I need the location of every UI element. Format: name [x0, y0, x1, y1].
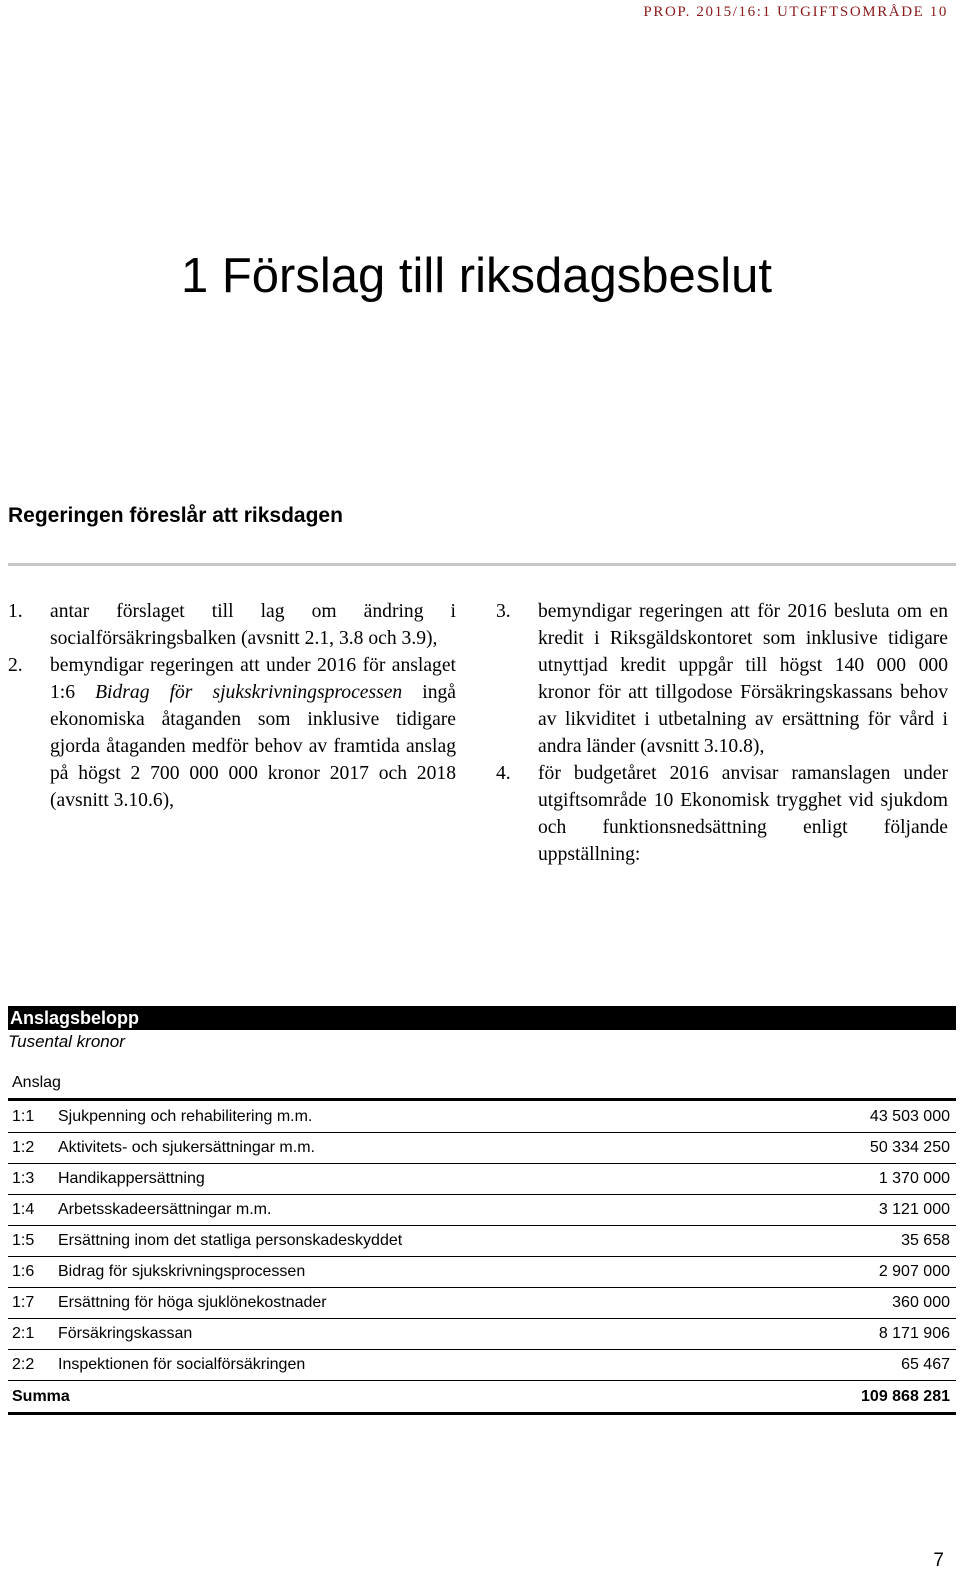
- chapter-title: 1 Förslag till riksdagsbeslut: [181, 249, 772, 303]
- row-name: Arbetsskadeersättningar m.m.: [58, 1201, 272, 1218]
- row-name: Ersättning inom det statliga personskadeskyddet: [58, 1232, 403, 1249]
- row-amount: 35 658: [901, 1232, 950, 1249]
- proposal-item-4: [496, 760, 948, 868]
- left-column: [8, 598, 456, 814]
- table-row: [8, 1288, 956, 1319]
- row-name: Inspektionen för socialförsäkringen: [58, 1356, 306, 1373]
- proposal-item-1: [8, 598, 456, 652]
- table-row: [8, 1257, 956, 1288]
- row-code: 1:4: [12, 1201, 35, 1218]
- row-name: Ersättning för höga sjuklönekostnader: [58, 1294, 327, 1311]
- proposal-item-3: [496, 598, 948, 760]
- total-label: Summa: [12, 1387, 70, 1405]
- row-amount: 50 334 250: [869, 1139, 950, 1156]
- appropriations-table: [8, 1102, 956, 1415]
- table-row: [8, 1226, 956, 1257]
- row-code: 2:1: [12, 1325, 35, 1342]
- table-top-rule: [8, 1098, 956, 1101]
- right-column: [496, 598, 948, 868]
- row-amount: 1 370 000: [878, 1170, 950, 1187]
- row-name: Bidrag för sjukskrivningsprocessen: [58, 1263, 306, 1280]
- row-amount: 2 907 000: [878, 1263, 950, 1280]
- row-amount: 3 121 000: [878, 1201, 950, 1218]
- item-text-part: ingå ekonomiska åtaganden som inklusive tidigare gjorda åtaganden medför behov av framtida anslag på högst 2 700 000 000 kronor 2017 och 2018 (avsnitt 3.10.6),: [50, 682, 456, 811]
- table-row: [8, 1102, 956, 1133]
- table-row: [8, 1133, 956, 1164]
- item-text-italic: Bidrag för sjukskrivningsprocessen: [95, 682, 403, 703]
- table-row: [8, 1195, 956, 1226]
- row-name: Försäkringskassan: [58, 1325, 193, 1342]
- row-code: 1:3: [12, 1170, 35, 1187]
- item-number: 1.: [8, 601, 23, 622]
- page-number: 7: [933, 1550, 944, 1571]
- table-total-row: [8, 1381, 956, 1415]
- row-amount: 360 000: [892, 1294, 950, 1311]
- item-number: 3.: [496, 601, 511, 622]
- table-row: [8, 1164, 956, 1195]
- row-code: 1:2: [12, 1139, 35, 1156]
- row-code: 1:6: [12, 1263, 35, 1280]
- row-name: Sjukpenning och rehabilitering m.m.: [58, 1108, 313, 1125]
- total-amount: 109 868 281: [861, 1387, 950, 1405]
- row-amount: 43 503 000: [869, 1108, 950, 1125]
- section-heading: Regeringen föreslår att riksdagen: [8, 504, 343, 527]
- row-code: 2:2: [12, 1356, 35, 1373]
- item-text: för budgetåret 2016 anvisar ramanslagen under utgiftsområde 10 Ekonomisk trygghet vid sjukdom och funktionsnedsättning enligt följande uppställning:: [538, 763, 948, 865]
- item-text-part: bemyndigar regeringen att under 2016 för anslaget 1:6: [50, 655, 456, 703]
- table-row: [8, 1350, 956, 1381]
- row-name: Aktivitets- och sjukersättningar m.m.: [58, 1139, 315, 1156]
- table-title: Anslagsbelopp: [10, 1008, 140, 1028]
- table-caption: Tusental kronor: [8, 1032, 125, 1051]
- row-name: Handikappersättning: [58, 1170, 205, 1187]
- item-number: 4.: [496, 763, 511, 784]
- row-amount: 65 467: [901, 1356, 950, 1373]
- proposal-item-2: [8, 652, 456, 814]
- table-row: [8, 1319, 956, 1350]
- row-code: 1:1: [12, 1108, 35, 1125]
- table-title-banner: [8, 1006, 956, 1030]
- row-code: 1:7: [12, 1294, 35, 1311]
- item-text: [50, 652, 456, 814]
- item-text: antar förslaget till lag om ändring i socialförsäkringsbalken (avsnitt 2.1, 3.8 och 3.9),: [50, 601, 456, 649]
- row-amount: 8 171 906: [878, 1325, 950, 1342]
- table-column-header: Anslag: [12, 1074, 61, 1091]
- row-code: 1:5: [12, 1232, 35, 1249]
- running-head: PROP. 2015/16:1 UTGIFTSOMRÅDE 10: [643, 4, 948, 20]
- item-number: 2.: [8, 655, 23, 676]
- section-divider: [8, 563, 956, 566]
- item-text: bemyndigar regeringen att för 2016 besluta om en kredit i Riksgäldskontoret som inklusive tidigare utnyttjad kredit uppgår till högst 140 000 000 kronor för att tillgodose Försäkringskassans behov av likviditet i utbetalning av ersättning för vård i andra länder (avsnitt 3.10.8),: [538, 601, 948, 757]
